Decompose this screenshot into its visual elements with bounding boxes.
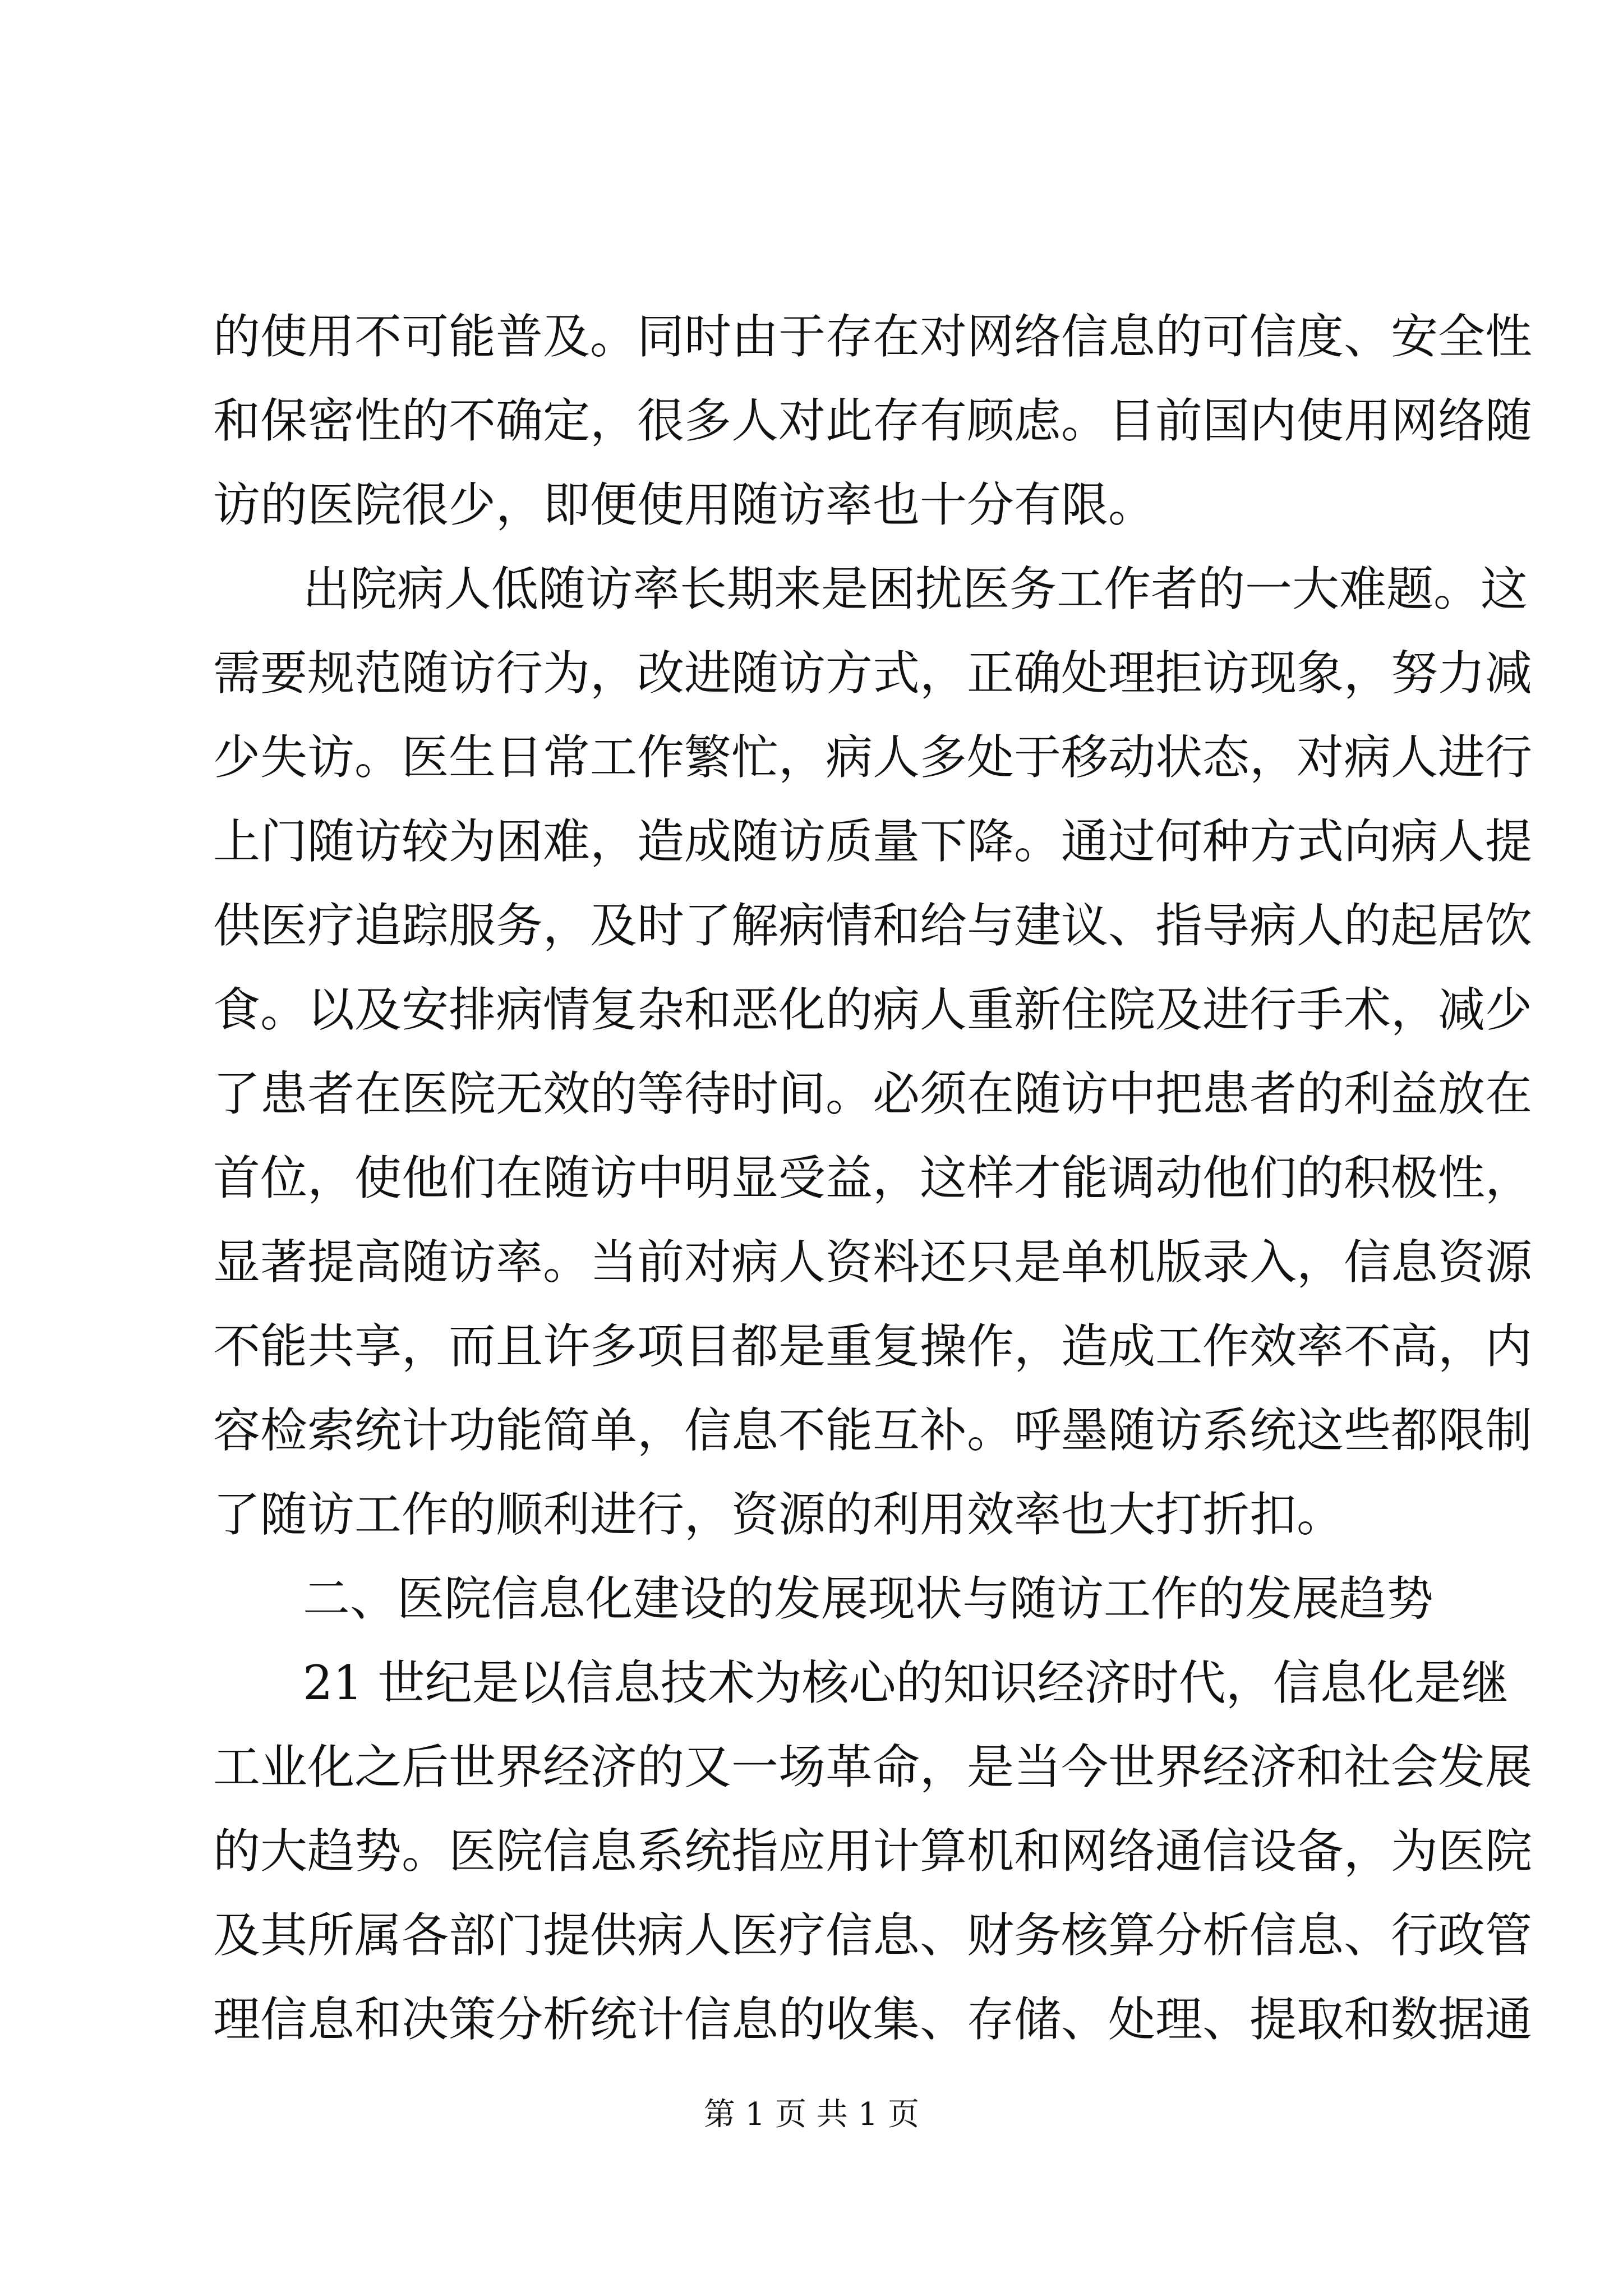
text-line-14: 容检索统计功能简单，信息不能互补。呼墨随访系统这些都限制 — [213, 1403, 1533, 1458]
text-line-20: 及其所属各部门提供病人医疗信息、财务核算分析信息、行政管 — [213, 1908, 1533, 1963]
text-line-8: 供医疗追踪服务，及时了解病情和给与建议、指导病人的起居饮 — [213, 898, 1533, 953]
text-line-3: 访的医院很少，即便使用随访率也十分有限。 — [213, 477, 1156, 532]
text-line-4: 出院病人低随访率长期来是困扰医务工作者的一大难题。这 — [303, 562, 1528, 616]
text-line-12: 显著提高随访率。当前对病人资料还只是单机版录入，信息资源 — [213, 1235, 1533, 1290]
text-line-9: 食。以及安排病情复杂和恶化的病人重新住院及进行手术，减少 — [213, 982, 1533, 1037]
text-line-19: 的大趋势。医院信息系统指应用计算机和网络通信设备，为医院 — [213, 1824, 1533, 1879]
page-footer: 第 1 页 共 1 页 — [703, 2096, 920, 2133]
text-line-15: 了随访工作的顺利进行，资源的利用效率也大打折扣。 — [213, 1487, 1344, 1542]
text-line-2: 和保密性的不确定，很多人对此存有顾虑。目前国内使用网络随 — [213, 393, 1533, 448]
text-line-13: 不能共享，而且许多项目都是重复操作，造成工作效率不高，内 — [213, 1319, 1533, 1374]
text-line-7: 上门随访较为困难，造成随访质量下降。通过何种方式向病人提 — [213, 814, 1533, 869]
text-line-11: 首位，使他们在随访中明显受益，这样才能调动他们的积极性， — [213, 1151, 1533, 1205]
text-line-1: 的使用不可能普及。同时由于存在对网络信息的可信度、安全性 — [213, 309, 1533, 364]
text-line-10: 了患者在医院无效的等待时间。必须在随访中把患者的利益放在 — [213, 1066, 1533, 1121]
text-line-6: 少失访。医生日常工作繁忙，病人多处于移动状态，对病人进行 — [213, 730, 1533, 785]
text-line-21: 理信息和决策分析统计信息的收集、存储、处理、提取和数据通 — [213, 1992, 1533, 2047]
text-line-5: 需要规范随访行为，改进随访方式，正确处理拒访现象，努力减 — [213, 646, 1533, 701]
section-heading: 二、医院信息化建设的发展现状与随访工作的发展趋势 — [303, 1571, 1434, 1626]
text-line-18: 工业化之后世界经济的又一场革命，是当今世界经济和社会发展 — [213, 1740, 1533, 1795]
text-line-17: 21 世纪是以信息技术为核心的知识经济时代，信息化是继 — [303, 1655, 1509, 1710]
